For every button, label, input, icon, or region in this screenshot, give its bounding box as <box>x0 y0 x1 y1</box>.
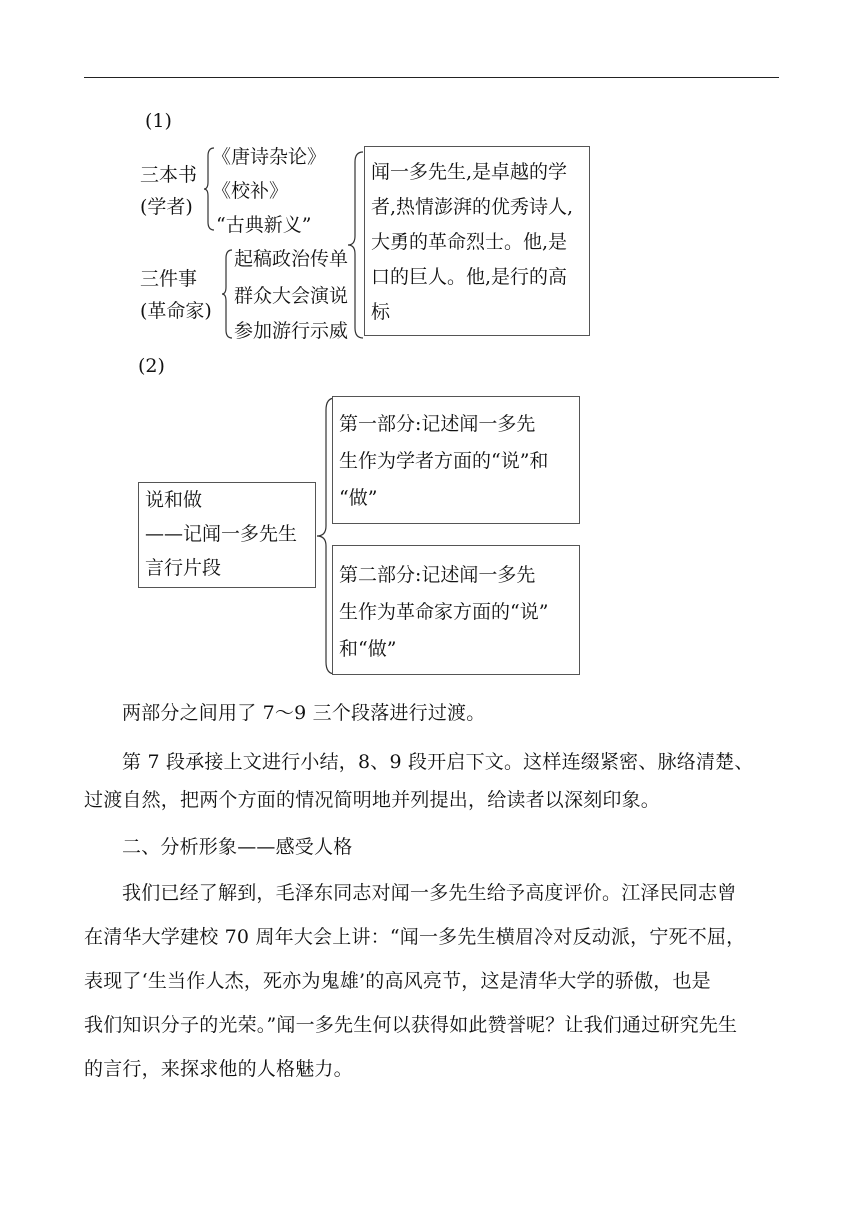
part-2-line: 第二部分:记述闻一多先 <box>339 564 536 586</box>
summary-line: 大勇的革命烈士。他,是 <box>371 231 568 253</box>
events-group-label: 三件事 <box>140 268 198 290</box>
paragraph-line: 过渡自然，把两个方面的情况简明地并列提出，给读者以深刻印象。 <box>84 789 661 811</box>
title-line: 说和做 <box>145 489 203 511</box>
summary-line: 闻一多先生,是卓越的学 <box>371 161 568 183</box>
part-2-box <box>332 545 580 675</box>
part-2-line: 生作为革命家方面的“说” <box>339 601 549 623</box>
paragraph-line: 我们知识分子的光荣。”闻一多先生何以获得如此赞誉呢？让我们通过研究先生 <box>84 1014 738 1036</box>
diagram-2-marker: (2) <box>138 355 165 377</box>
paragraph-line: 我们已经了解到，毛泽东同志对闻一多先生给予高度评价。江泽民同志曾 <box>122 882 737 904</box>
summary-box <box>364 146 590 336</box>
title-box <box>138 482 316 588</box>
diagram-1-marker: (1) <box>145 110 172 132</box>
paragraph-line: 的言行，来探求他的人格魅力。 <box>84 1058 353 1080</box>
events-brace <box>220 248 234 340</box>
part-1-box <box>332 396 580 524</box>
books-group-label: 三本书 <box>140 164 198 186</box>
part-1-line: 生作为学者方面的“说”和 <box>339 450 549 472</box>
event-item: 群众大会演说 <box>234 285 349 307</box>
summary-line: 标 <box>371 301 391 323</box>
title-line: 言行片段 <box>145 557 222 579</box>
part-2-line: 和“做” <box>339 638 397 660</box>
part-1-line: “做” <box>339 487 378 509</box>
event-item: 参加游行示威 <box>234 320 349 342</box>
events-group-sublabel: (革命家) <box>140 300 212 322</box>
book-item: 《校补》 <box>212 180 289 202</box>
books-group-sublabel: (学者) <box>140 196 193 218</box>
summary-line: 口的巨人。他,是行的高 <box>371 266 568 288</box>
part-1-line: 第一部分:记述闻一多先 <box>339 413 536 435</box>
event-item: 起稿政治传单 <box>234 248 349 270</box>
paragraph-line: 在清华大学建校 70 周年大会上讲：“闻一多先生横眉冷对反动派，宁死不屈， <box>84 926 746 948</box>
book-item: 《唐诗杂论》 <box>212 146 327 168</box>
title-line: ——记闻一多先生 <box>145 523 298 545</box>
paragraph-line: 表现了‘生当作人杰，死亦为鬼雄’的高风亮节，这是清华大学的骄傲，也是 <box>84 970 711 992</box>
summary-line: 者,热情澎湃的优秀诗人, <box>371 196 574 218</box>
header-rule <box>84 77 779 78</box>
paragraph-line: 第 7 段承接上文进行小结，8、9 段开启下文。这样连缀紧密、脉络清楚、 <box>122 751 754 773</box>
paragraph-line: 两部分之间用了 7～9 三个段落进行过渡。 <box>122 702 486 724</box>
book-item: “古典新义” <box>216 214 312 236</box>
summary-brace <box>345 150 365 340</box>
section-heading: 二、分析形象——感受人格 <box>122 836 353 858</box>
